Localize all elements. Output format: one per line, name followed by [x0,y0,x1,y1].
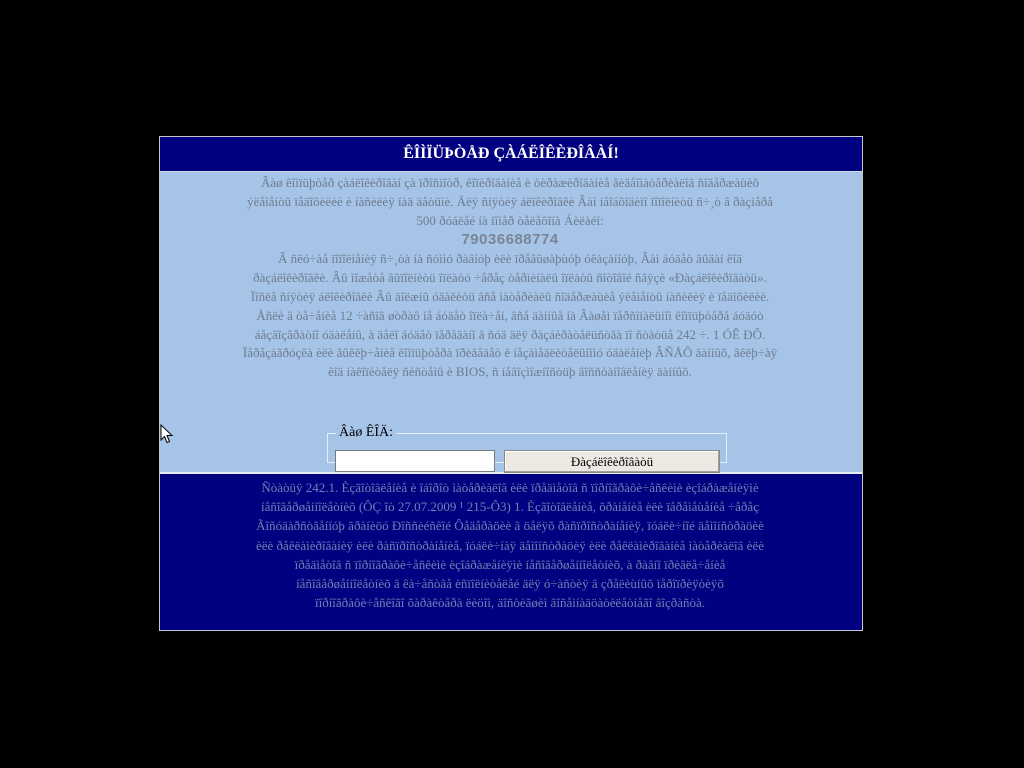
message-paragraph-1: Âàø êîìïüþòåð çàáëîêèðîâàí çà ïðîñìîòð, êîïèðîâàíèå è òèðàæèðîâàíèå âèäåîìàòåðèàëîâ ñîäåðæàùèõ ýëåìåíòû ïåäîôèëèè è íàñèëèÿ íàä äåòüìè. Äëÿ ñíÿòèÿ áëîêèðîâêè Âàì íåîáõîäèìî ïîïîëíèòü ñ÷¸ò â ðàçìåðå 500 ðóáëåé íà íîìåð òåëåôîíà Áèëàéí: [247,175,773,228]
ransom-message [240,174,780,382]
phone-number: 79036688774 [461,231,559,249]
window-title: ÊÎÌÏÜÞÒÅÐ ÇÀÁËÎÊÈÐÎÂÀÍ! [160,137,862,172]
legal-panel [160,474,862,630]
message-paragraph-2: Â ñëó÷àå ïîïîëíåíèÿ ñ÷¸òà íà ñóììó ðàâíóþ èëè ïðåâûøàþùóþ óêàçàííóþ, Âàì áóäåò âûäàí êîä ðàçáëîêèðîâêè. Âû ìîæåòå âûïîëíèòü îïëàòó ÷åðåç òåðìèíàëû îïëàòû ñîòîâîé ñâÿçè «Ðàçáëîêèðîâàòü». Ïîñëå ñíÿòèÿ áëîêèðîâêè Âû äîëæíû óäàëèòü âñå ìàòåðèàëû ñîäåðæàùèå ýëåìåíòû íàñèëèÿ è ïåäîôèëèè. Åñëè â òå÷åíèå 12 ÷àñîâ øòðàô íå áóäåò îïëà÷åí, âñå äàííûå íà Âàøåì ïåðñîíàëüíîì êîìïüþòåðå áóäóò áåçâîçâðàòíî óäàëåíû, à äåëî áóäåò ïåðåäàíî â ñóä äëÿ ðàçáèðàòåëüñòâà ïî ñòàòüå 242 ÷. 1 ÓÊ ÐÔ. Ïåðåçàãðóçêà èëè âûêëþ÷åíèå êîìïüþòåðà ïðèâåäåò ê íåçàìåäëèòåëüíîìó óäàëåíèþ ÂÑÅÕ äàííûõ, âêëþ÷àÿ êîä íàêîïèòåëÿ ñèñòåìû è BIOS, ñ íåâîçìîæíîñòüþ âîññòàíîâëåíèÿ äàííûõ. [242,251,778,380]
message-panel [160,172,862,474]
unlock-button[interactable]: Ðàçáëîêèðîâàòü [504,450,720,473]
legal-article: Ñòàòüÿ 242.1. Èçãîòîâëåíèå è îáîðîò ìàòåðèàëîâ èëè ïðåäìåòîâ ñ ïîðíîãðàôè÷åñêèìè èçîáðàæåíèÿìè íåñîâåðøåííîëåòíèõ (ÔÇ îò 27.07.2009 ¹ 215-Ô3) 1. Èçãîòîâëåíèå, õðàíåíèå èëè ïåðåìåùåíèå ÷åðåç Ãîñóäàðñòâåííóþ ãðàíèöó Ðîññèéñêîé Ôåäåðàöèè â öåëÿõ ðàñïðîñòðàíåíèÿ, ïóáëè÷íîé äåìîíñòðàöèè èëè ðåêëàìèðîâàíèÿ èëè ðàñïðîñòðàíåíèå, ïóáëè÷íàÿ äåìîíñòðàöèÿ èëè ðåêëàìèðîâàíèå ìàòåðèàëîâ èëè ïðåäìåòîâ ñ ïîðíîãðàôè÷åñêèìè èçîáðàæåíèÿìè íåñîâåðøåííîëåòíèõ, à ðàâíî ïðèâëå÷åíèå íåñîâåðøåííîëåòíèõ â êà÷åñòâå èñïîëíèòåëåé äëÿ ó÷àñòèÿ â çðåëèùíûõ ìåðîïðèÿòèÿõ ïîðíîãðàôè÷åñêîãî õàðàêòåðà ëèöîì, äîñòèãøèì âîñåìíàäöàòèëåòíåãî âîçðàñòà. [256,480,764,611]
mouse-pointer-icon [160,424,174,444]
unlock-code-input[interactable] [335,450,495,472]
legal-text [250,478,770,612]
code-legend: Âàø ÊÎÄ: [339,425,394,440]
code-form [327,425,727,469]
lock-window [159,136,863,631]
